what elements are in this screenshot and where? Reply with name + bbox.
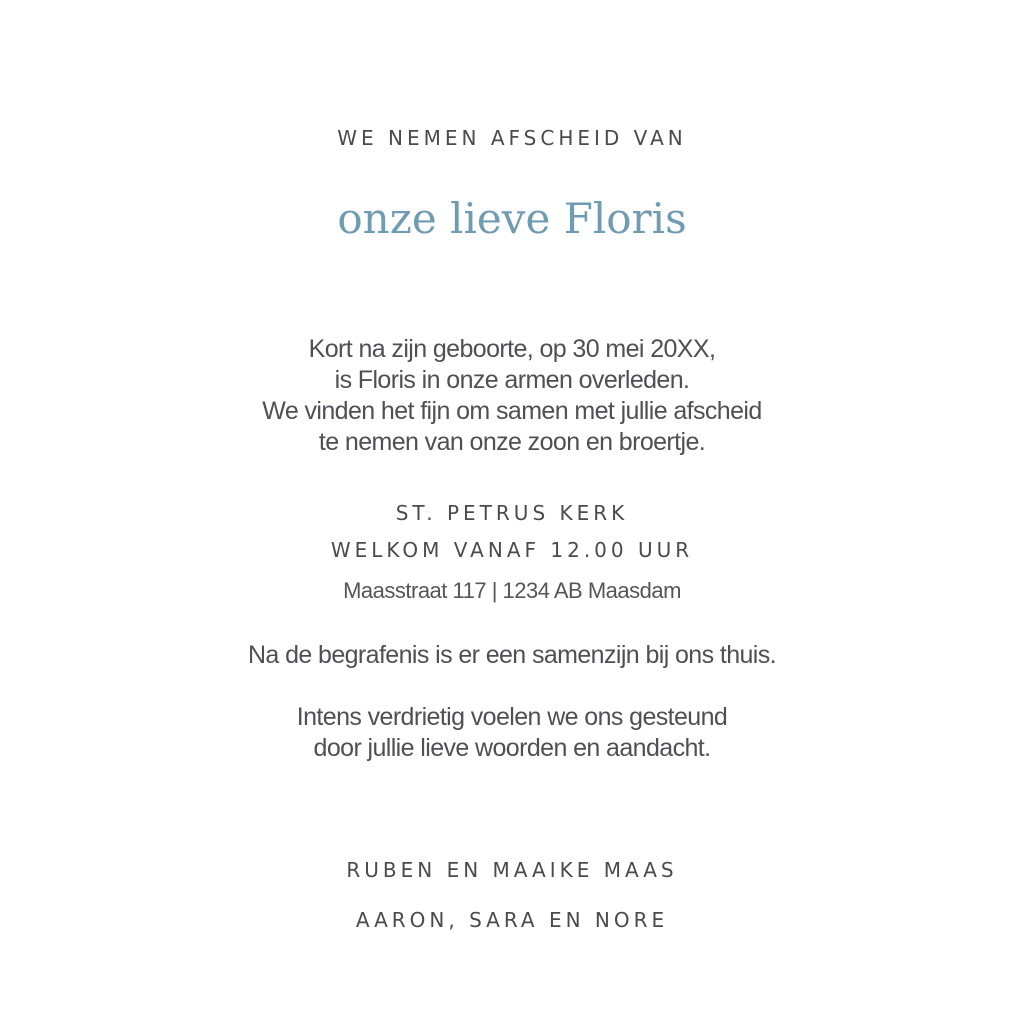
ceremony-time: WELKOM VANAF 12.00 UUR <box>330 538 694 562</box>
message-line: Kort na zijn geboorte, op 30 mei 20XX, <box>308 335 716 363</box>
message-line: is Floris in onze armen overleden. <box>334 366 690 394</box>
card-kicker: WE NEMEN AFSCHEID VAN <box>337 126 687 150</box>
gratitude-line: door jullie lieve woorden en aandacht. <box>313 734 711 762</box>
message-line: te nemen van onze zoon en broertje. <box>318 428 706 456</box>
after-note: Na de begrafenis is er een samenzijn bij ons thuis. <box>247 641 777 669</box>
ceremony-location: ST. PETRUS KERK <box>395 501 629 525</box>
gratitude-line: Intens verdrietig voelen we ons gesteund <box>296 703 728 731</box>
signature-siblings: AARON, SARA EN NORE <box>355 908 669 932</box>
ceremony-address: Maasstraat 117 | 1234 AB Maasdam <box>343 578 681 603</box>
signature-parents: RUBEN EN MAAIKE MAAS <box>346 858 678 882</box>
message-line: We vinden het fijn om samen met jullie afscheid <box>262 397 762 425</box>
card-title: onze lieve Floris <box>337 194 687 243</box>
